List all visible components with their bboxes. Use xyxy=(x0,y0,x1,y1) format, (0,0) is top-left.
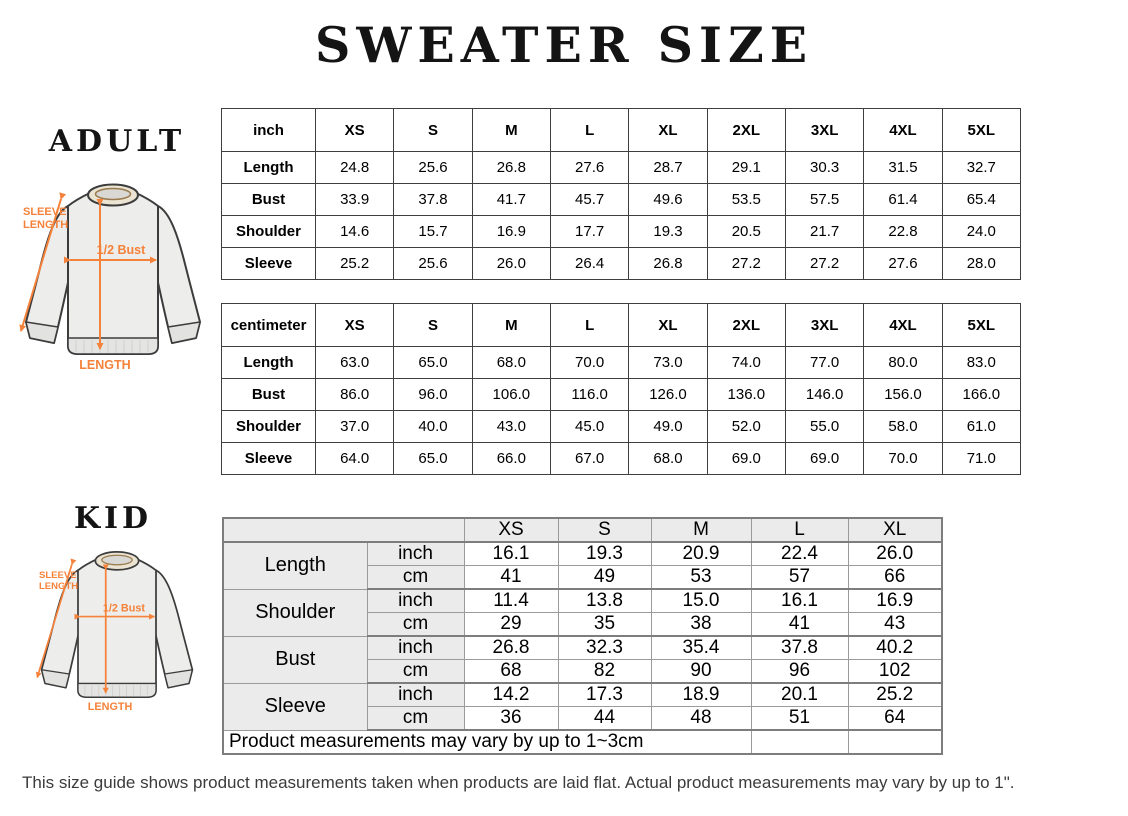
measurement-row xyxy=(222,248,1021,280)
size-value-inch: 15.0 xyxy=(651,589,751,613)
size-header-row xyxy=(222,109,1021,152)
size-value-cm: 35 xyxy=(558,613,651,637)
half-bust-label: 1/2 Bust xyxy=(102,602,145,615)
adult-section-heading: ADULT xyxy=(48,124,186,159)
adult-inch-table xyxy=(221,108,1021,280)
measurement-row xyxy=(222,347,1021,379)
size-value-cm: 82 xyxy=(558,660,651,684)
collar-inner xyxy=(102,555,132,564)
size-value: 136.0 xyxy=(707,379,785,411)
measurement-label: Bust xyxy=(223,636,367,683)
measurement-label: Length xyxy=(222,347,316,379)
size-value: 14.6 xyxy=(316,216,394,248)
kid-size-table xyxy=(222,517,943,755)
size-value: 63.0 xyxy=(316,347,394,379)
size-value-inch: 26.0 xyxy=(848,542,942,566)
size-value-cm: 36 xyxy=(464,707,558,731)
size-value-cm: 38 xyxy=(651,613,751,637)
size-header: M xyxy=(472,304,550,347)
measurement-label: Length xyxy=(223,542,367,589)
measurement-row-inch xyxy=(223,683,942,707)
size-value: 53.5 xyxy=(707,184,785,216)
measurement-label: Bust xyxy=(222,184,316,216)
size-header: 2XL xyxy=(707,109,785,152)
size-value-inch: 11.4 xyxy=(464,589,558,613)
size-value-inch: 17.3 xyxy=(558,683,651,707)
size-value-inch: 20.1 xyxy=(751,683,848,707)
measurement-row-inch xyxy=(223,542,942,566)
size-value-cm: 51 xyxy=(751,707,848,731)
size-value-inch: 13.8 xyxy=(558,589,651,613)
size-value: 57.5 xyxy=(785,184,863,216)
size-value: 146.0 xyxy=(785,379,863,411)
measurement-note: Product measurements may vary by up to 1~3cm xyxy=(223,730,751,754)
measurement-label: Shoulder xyxy=(222,216,316,248)
size-value: 41.7 xyxy=(472,184,550,216)
size-header: L xyxy=(550,109,628,152)
size-value: 25.6 xyxy=(394,152,472,184)
note-row xyxy=(223,730,942,754)
size-value: 66.0 xyxy=(472,443,550,475)
size-value-cm: 41 xyxy=(464,566,558,590)
sleeve-length-label-line2: LENGTH xyxy=(23,219,69,231)
size-value-cm: 66 xyxy=(848,566,942,590)
size-value-inch: 26.8 xyxy=(464,636,558,660)
size-value: 74.0 xyxy=(707,347,785,379)
size-header-row xyxy=(222,304,1021,347)
size-value: 86.0 xyxy=(316,379,394,411)
size-value: 73.0 xyxy=(629,347,707,379)
size-header: 4XL xyxy=(864,304,942,347)
size-value: 20.5 xyxy=(707,216,785,248)
measurement-row-inch xyxy=(223,636,942,660)
length-label: LENGTH xyxy=(79,358,131,372)
size-value-inch: 19.3 xyxy=(558,542,651,566)
size-value: 25.2 xyxy=(316,248,394,280)
size-header: M xyxy=(651,518,751,542)
measurement-row-inch xyxy=(223,589,942,613)
size-header: S xyxy=(394,304,472,347)
measurement-row xyxy=(222,216,1021,248)
sleeve-length-label-line2: LENGTH xyxy=(39,581,79,593)
size-value: 22.8 xyxy=(864,216,942,248)
size-value-inch: 22.4 xyxy=(751,542,848,566)
measurement-label: Sleeve xyxy=(222,248,316,280)
measurement-row xyxy=(222,411,1021,443)
hem-band xyxy=(78,683,156,697)
size-header: S xyxy=(394,109,472,152)
size-value-cm: 48 xyxy=(651,707,751,731)
size-value-inch: 40.2 xyxy=(848,636,942,660)
size-value: 116.0 xyxy=(550,379,628,411)
size-header: 4XL xyxy=(864,109,942,152)
size-value: 15.7 xyxy=(394,216,472,248)
size-value-inch: 14.2 xyxy=(464,683,558,707)
size-header: L xyxy=(751,518,848,542)
size-value: 32.7 xyxy=(942,152,1020,184)
size-header: XL xyxy=(629,304,707,347)
size-header: 3XL xyxy=(785,304,863,347)
size-value: 55.0 xyxy=(785,411,863,443)
size-value: 17.7 xyxy=(550,216,628,248)
size-value-inch: 37.8 xyxy=(751,636,848,660)
unit-inch-cell: inch xyxy=(367,542,464,566)
size-value-inch: 32.3 xyxy=(558,636,651,660)
size-value: 49.6 xyxy=(629,184,707,216)
size-value: 43.0 xyxy=(472,411,550,443)
unit-header: inch xyxy=(222,109,316,152)
size-value-inch: 16.1 xyxy=(464,542,558,566)
size-value: 69.0 xyxy=(707,443,785,475)
size-value: 28.0 xyxy=(942,248,1020,280)
measurement-label: Sleeve xyxy=(223,683,367,730)
size-value: 21.7 xyxy=(785,216,863,248)
empty-cell xyxy=(751,730,848,754)
size-value: 65.4 xyxy=(942,184,1020,216)
size-value: 24.8 xyxy=(316,152,394,184)
size-value: 61.0 xyxy=(942,411,1020,443)
size-header: 5XL xyxy=(942,109,1020,152)
size-value: 37.8 xyxy=(394,184,472,216)
empty-cell xyxy=(848,730,942,754)
measurement-label: Shoulder xyxy=(222,411,316,443)
sweater-body xyxy=(68,191,158,354)
size-value: 166.0 xyxy=(942,379,1020,411)
size-value: 64.0 xyxy=(316,443,394,475)
size-value: 68.0 xyxy=(472,347,550,379)
size-value: 70.0 xyxy=(864,443,942,475)
size-value-cm: 41 xyxy=(751,613,848,637)
size-value: 19.3 xyxy=(629,216,707,248)
size-value: 27.2 xyxy=(785,248,863,280)
size-value-cm: 68 xyxy=(464,660,558,684)
size-header: 2XL xyxy=(707,304,785,347)
unit-inch-cell: inch xyxy=(367,636,464,660)
size-value: 156.0 xyxy=(864,379,942,411)
size-value: 16.9 xyxy=(472,216,550,248)
size-value: 80.0 xyxy=(864,347,942,379)
sleeve-length-label-line1: SLEEVE xyxy=(39,570,77,581)
size-value: 69.0 xyxy=(785,443,863,475)
size-value: 49.0 xyxy=(629,411,707,443)
size-value-cm: 43 xyxy=(848,613,942,637)
size-value: 58.0 xyxy=(864,411,942,443)
size-value: 26.4 xyxy=(550,248,628,280)
size-value: 45.7 xyxy=(550,184,628,216)
size-header: L xyxy=(550,304,628,347)
size-value-cm: 53 xyxy=(651,566,751,590)
size-value: 83.0 xyxy=(942,347,1020,379)
size-value-inch: 16.1 xyxy=(751,589,848,613)
size-value: 26.8 xyxy=(472,152,550,184)
size-value-cm: 57 xyxy=(751,566,848,590)
size-value-cm: 96 xyxy=(751,660,848,684)
unit-cm-cell: cm xyxy=(367,566,464,590)
unit-cm-cell: cm xyxy=(367,707,464,731)
size-value: 27.6 xyxy=(550,152,628,184)
size-value: 52.0 xyxy=(707,411,785,443)
unit-inch-cell: inch xyxy=(367,683,464,707)
measurement-row xyxy=(222,152,1021,184)
measurement-label: Sleeve xyxy=(222,443,316,475)
size-value: 26.0 xyxy=(472,248,550,280)
size-value: 77.0 xyxy=(785,347,863,379)
size-header: XL xyxy=(629,109,707,152)
size-value-cm: 90 xyxy=(651,660,751,684)
size-value: 45.0 xyxy=(550,411,628,443)
sleeve-length-label-line1: SLEEVE xyxy=(23,206,67,218)
size-header: XL xyxy=(848,518,942,542)
size-value: 71.0 xyxy=(942,443,1020,475)
size-value: 25.6 xyxy=(394,248,472,280)
size-value: 37.0 xyxy=(316,411,394,443)
size-header: S xyxy=(558,518,651,542)
unit-header: centimeter xyxy=(222,304,316,347)
size-value: 31.5 xyxy=(864,152,942,184)
size-value: 67.0 xyxy=(550,443,628,475)
size-value-inch: 20.9 xyxy=(651,542,751,566)
collar-inner xyxy=(96,189,131,200)
size-header: XS xyxy=(464,518,558,542)
measurement-row xyxy=(222,379,1021,411)
size-value: 96.0 xyxy=(394,379,472,411)
half-bust-label: 1/2 Bust xyxy=(96,243,146,257)
kid-sweater-diagram xyxy=(26,548,208,716)
size-value: 40.0 xyxy=(394,411,472,443)
size-value: 65.0 xyxy=(394,443,472,475)
size-value: 70.0 xyxy=(550,347,628,379)
size-value: 126.0 xyxy=(629,379,707,411)
size-value-cm: 64 xyxy=(848,707,942,731)
size-header-row xyxy=(223,518,942,542)
size-value: 26.8 xyxy=(629,248,707,280)
size-guide-footnote: This size guide shows product measurements taken when products are laid flat. Actual product measurements may vary by up to 1". xyxy=(22,773,1015,792)
size-value-cm: 29 xyxy=(464,613,558,637)
hem-band xyxy=(68,338,158,354)
size-value: 24.0 xyxy=(942,216,1020,248)
size-value-cm: 102 xyxy=(848,660,942,684)
kid-section-heading: KID xyxy=(73,501,153,536)
length-label: LENGTH xyxy=(87,701,133,713)
size-header: 3XL xyxy=(785,109,863,152)
size-header: XS xyxy=(316,109,394,152)
measurement-label: Shoulder xyxy=(223,589,367,636)
measurement-label: Length xyxy=(222,152,316,184)
size-value: 27.6 xyxy=(864,248,942,280)
size-value-inch: 16.9 xyxy=(848,589,942,613)
unit-cm-cell: cm xyxy=(367,613,464,637)
size-value-inch: 25.2 xyxy=(848,683,942,707)
size-value: 65.0 xyxy=(394,347,472,379)
size-value-cm: 44 xyxy=(558,707,651,731)
size-value-inch: 18.9 xyxy=(651,683,751,707)
measurement-row xyxy=(222,443,1021,475)
adult-sweater-diagram xyxy=(8,180,218,376)
size-value: 68.0 xyxy=(629,443,707,475)
size-value: 106.0 xyxy=(472,379,550,411)
size-value: 30.3 xyxy=(785,152,863,184)
size-value: 28.7 xyxy=(629,152,707,184)
size-header: 5XL xyxy=(942,304,1020,347)
adult-cm-table xyxy=(221,303,1021,475)
size-header: M xyxy=(472,109,550,152)
size-value: 33.9 xyxy=(316,184,394,216)
corner-cell xyxy=(223,518,464,542)
size-header: XS xyxy=(316,304,394,347)
page-title: SWEATER SIZE xyxy=(314,16,814,74)
size-value-cm: 49 xyxy=(558,566,651,590)
unit-inch-cell: inch xyxy=(367,589,464,613)
measurement-label: Bust xyxy=(222,379,316,411)
measurement-row xyxy=(222,184,1021,216)
size-value: 29.1 xyxy=(707,152,785,184)
size-value: 27.2 xyxy=(707,248,785,280)
unit-cm-cell: cm xyxy=(367,660,464,684)
sweater-body xyxy=(78,557,156,697)
size-value: 61.4 xyxy=(864,184,942,216)
size-value-inch: 35.4 xyxy=(651,636,751,660)
